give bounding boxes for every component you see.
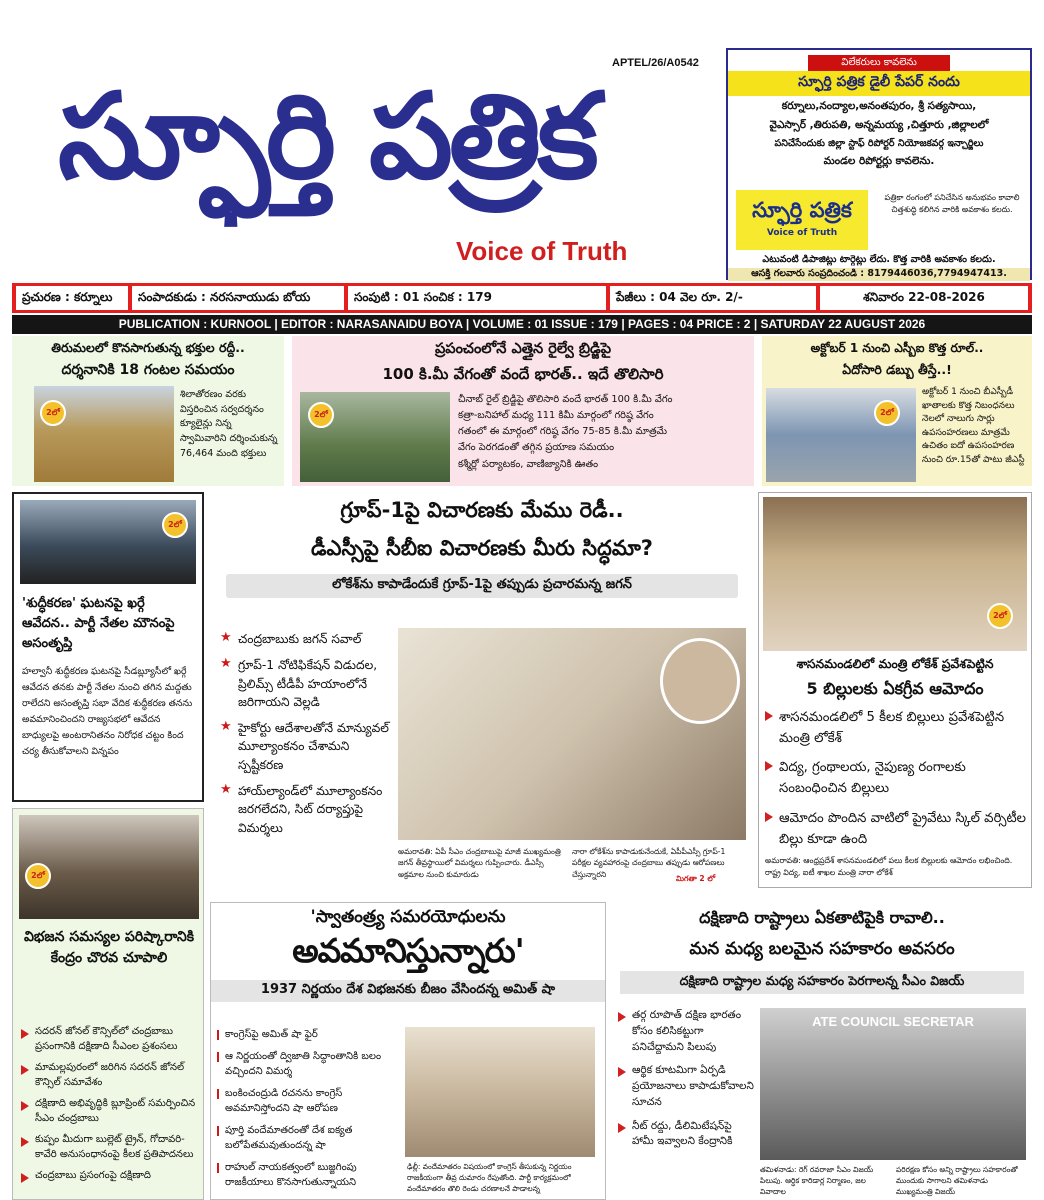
- ad-contact: ఆసక్తి గలవారు సంప్రదించండి : 8179446036,7794947413.: [728, 268, 1030, 281]
- story-headline: 5 బిల్లులకు ఏకగ్రీవ ఆమోదం: [806, 679, 984, 698]
- partition-point: మామల్లపురంలో జరిగిన సదరన్ జోనల్ కౌన్సిల్ సమావేశం: [21, 1061, 201, 1090]
- main-point: ★ హాయ్‌ల్యాండ్‌లో మూల్యాంకనం జరగలేదని, సిట్ దర్యాప్తుపై విమర్శలు: [220, 782, 398, 837]
- amitshah-point: రాహుల్ నాయకత్వంలో బుజ్జగింపు రాజకీయాలు కొనసాగుతున్నాయని: [217, 1160, 405, 1190]
- rail-point: కత్రా-బనిహాల్ మధ్య 111 కిమీ మార్గంలో గరిష్ఠ వేగం: [458, 410, 654, 422]
- rail-point: వేగం పెరగడంతో తగ్గిన ప్రయాణ సమయం: [458, 442, 615, 454]
- photo-caption: తమిళనాడు: రెగ్ రవరాజా సీఎం విజయ్ పిలుపు. ఆర్థిక కారిడార్ల నిర్మాణం, జల వివాదాల: [760, 1165, 874, 1197]
- main-story[interactable]: [212, 492, 752, 894]
- main-points: [220, 630, 398, 837]
- amitshah-point: ఆ నిర్ణయంతో ద్విజాతి సిద్ధాంతానికి బలం వచ్చిందని విమర్శ: [217, 1049, 405, 1079]
- paper-logo-badge: 2లో: [25, 863, 51, 889]
- lokesh-points: [765, 707, 1027, 850]
- paper-logo-badge: 2లో: [162, 512, 188, 538]
- partition-story[interactable]: [12, 808, 204, 1200]
- ad-paragraph: పత్రికా రంగంలో పనిచేసిన అనుభవం కావాలి చిత్తశుద్ధి కలిగిన వారికి అవకాశం కలదు.: [884, 193, 1020, 214]
- partition-points: [21, 1025, 201, 1184]
- english-info-bar: PUBLICATION : KURNOOL | EDITOR : NARASANAIDU BOYA | VOLUME : 01 ISSUE : 179 | PAGES : 04 PRICE : 2 | SATURDAY 22 AUGUST 2026: [12, 315, 1032, 334]
- paper-logo-badge: 2లో: [40, 400, 66, 426]
- editor-name: సంపాదకుడు : నరసనాయుడు బోయ: [132, 286, 344, 310]
- partition-point: కుప్పం మీదుగా బుల్లెట్ ట్రైన్, గోదావరి-కావేరి అనుసంధానంపై కీలక ప్రతిపాదనలు: [21, 1133, 201, 1162]
- photo-caption: అమరావతి: ఏపీ సీఎం చంద్రబాబుపై మాజీ ముఖ్యమంత్రి జగన్ తీవ్రస్థాయిలో విమర్శలు గుప్పించారు. డీఎస్సీ అక్రమాల నుంచి కుమారుడు: [398, 847, 561, 879]
- photo-caption: నారా లోకేశ్‌ను కాపాడుకునేందుకే, ఏపీపీఎస్సీ గ్రూప్-1 పరీక్షల వ్యవహారంపై చంద్రబాబు తప్పుడు ఆరోపణలు చేస్తున్నారని: [572, 847, 726, 879]
- issue-date: శనివారం 22-08-2026: [820, 286, 1028, 310]
- partition-point: సదరన్ జోనల్ కౌన్సిల్‌లో చంద్రబాబు ప్రసంగానికి దక్షిణాది సీఎంల ప్రశంసలు: [21, 1025, 201, 1054]
- story-headline: దక్షిణాది రాష్ట్రాలు ఏకతాటిపైకి రావాలి..: [699, 908, 945, 927]
- rail-point: గతంలో ఈ మార్గంలో గరిష్ఠ వేగం 75-85 కి.మీ మాత్రమే: [458, 426, 667, 438]
- paper-logo-badge: 2లో: [874, 400, 900, 426]
- volume-issue: సంపుటి : 01 సంచిక : 179: [348, 286, 606, 310]
- rail-point: కశ్మీర్లో పర్యాటకం, వాణిజ్యానికి ఊతం: [458, 458, 599, 470]
- main-headline: గ్రూప్-1పై విచారణకు మేము రెడీ..: [340, 498, 624, 522]
- story-headline: శాసనమండలిలో మంత్రి లోకేశ్ ప్రవేశపెట్టిన: [796, 657, 994, 671]
- lokesh-story[interactable]: [758, 492, 1032, 888]
- ad-line: పనిచేసేందుకు జిల్లా స్టాఫ్ రిపోర్టర్ నియోజకవర్గ ఇన్చార్జిలు: [774, 138, 984, 149]
- vijay-photo: [760, 1008, 1026, 1160]
- story-body: హల్వానీ శుద్ధీకరణ ఘటనపై సీడబ్ల్యూసీలో ఖర్గే ఆవేదన తనకు పార్టీ నేతల నుంచి తగిన మద్దతు రాలేదని అసంతృప్తి సభా వేదిక శుద్ధీకరణ తనను అవమానించిందని రాజ్యసభలో ఆవేదన బాధ్యులపై అంటరానితనం నిరోధక చట్టం కింద చర్య తీసుకోవాలని విన్నపం: [22, 666, 193, 757]
- main-subheading: లోకేశ్‌ను కాపాడేందుకే గ్రూప్-1పై తప్పుడు ప్రచారమన్న జగన్: [226, 574, 738, 598]
- story-subheading: దక్షిణాది రాష్ట్రాల మధ్య సహకారం పెరగాలన్న సీఎం విజయ్: [620, 971, 1024, 994]
- south-points: [618, 1008, 754, 1150]
- rail-bridge-story[interactable]: [292, 336, 754, 486]
- south-point: నీట్ రద్దు, డీలిమిటేషన్‌పై హామీ ఇవ్వాలని కేంద్రానికి: [618, 1119, 754, 1151]
- masthead-title: స్ఫూర్తి పత్రిక: [58, 66, 595, 205]
- photo-caption: ఢిల్లీ: వందేమాతరం విషయంలో కాంగ్రెస్ తీసుకున్న నిర్ణయం రాజకీయంగా తీవ్ర దుమారం రేపుతోంది. పార్టీ కార్యక్రమంలో వందేమాతరం తొలి రెండు చరణాలనే పాడాలన్న: [407, 1162, 572, 1194]
- amitshah-story[interactable]: [210, 902, 606, 1200]
- ad-line: మండల రిపోర్టర్లు కావలెను.: [823, 155, 935, 167]
- photo-caption: పరిరక్షణ కోసం అన్ని రాష్ట్రాలు సహకారంతో ముందుకు సాగాలని తమిళనాడు ముఖ్యమంత్రి విజయ్: [896, 1165, 1018, 1197]
- story-headline: తిరుమలలో కొనసాగుతున్న భక్తుల రద్దీ..: [51, 340, 245, 355]
- ad-logo-sub: Voice of Truth: [766, 228, 838, 238]
- story-headline: అక్టోబర్ 1 నుంచి ఎస్బీఐ కొత్త రూల్..: [810, 341, 984, 355]
- story-headline: విభజన సమస్యల పరిష్కారానికి కేంద్రం చొరవ చూపాలి: [23, 929, 195, 966]
- ad-logo-text: స్ఫూర్తి పత్రిక: [752, 198, 852, 222]
- continued-link[interactable]: మిగతా 2 లో: [676, 874, 716, 883]
- reporter-wanted-ad: [726, 48, 1032, 280]
- ad-logo: [736, 190, 868, 250]
- photo-banner-text: ATE COUNCIL SECRETAR: [812, 1014, 974, 1029]
- lokesh-photo: [763, 497, 1027, 651]
- story-body: శిలాతోరణం వరకు విస్తరించిన సర్వదర్శనం క్యూలైన్లు నిన్న స్వామివారిని దర్శించుకున్న 76,464 మంది భక్తులు: [180, 389, 278, 459]
- story-headline: అవమానిస్తున్నారు': [292, 931, 524, 970]
- ad-subheading: స్ఫూర్తి పత్రిక డైలీ పేపర్ నందు: [728, 71, 1030, 96]
- main-point: ★ గ్రూప్-1 నోటిఫికేషన్ విడుదల, ప్రిలిమ్స్ టీడీపీ హయాంలోనే జరిగాయని వెల్లడి: [220, 656, 398, 711]
- story-headline: దర్శనానికి 18 గంటల సమయం: [61, 362, 235, 378]
- story-body: అక్టోబర్ 1 నుంచి బీఎస్బీడీ ఖాతాలకు కొత్త నిబంధనలు నెలలో నాలుగు సార్లు ఉపసంహరణలు మాత్రమే ఉచితం ఐదో ఉపసంహరణ నుంచి రూ.15తో పాటు జీఎస్టీ: [922, 387, 1025, 465]
- south-states-story[interactable]: [612, 902, 1032, 1200]
- story-subheading: 1937 నిర్ణయం దేశ విభజనకు బీజం వేసిందన్న అమిత్ షా: [211, 980, 605, 1002]
- paper-logo-badge: 2లో: [987, 603, 1013, 629]
- amitshah-point: బంకించంద్రుడి రచనను కాంగ్రెస్ అవమానిస్తోందని షా ఆరోపణ: [217, 1086, 405, 1116]
- story-headline: 'శుద్ధీకరణ' ఘటనపై ఖర్గే ఆవేదన.. పార్టీ నేతల మౌనంపై అసంతృప్తి: [22, 596, 175, 652]
- story-headline: ఏదోసారి డబ్బు తీస్తే..!: [842, 362, 952, 377]
- registration-number: APTEL/26/A0542: [612, 57, 699, 69]
- rail-point: చీనాబ్ రైల్ బ్రిడ్జిపై తొలిసారి వందే భారత్ 100 కి.మీ వేగం: [458, 394, 673, 405]
- amitshah-photo: [405, 1027, 595, 1157]
- amitshah-point: పూర్తి వందేమాతరంతో దేశ ఐక్యత బలోపేతమవుతుందన్న షా: [217, 1123, 405, 1153]
- main-headline: డీఎస్సీపై సీబీఐ విచారణకు మీరు సిద్ధమా?: [311, 536, 653, 560]
- lokesh-point: విద్య, గ్రంథాలయ, నైపుణ్య రంగాలకు సంబంధించిన బిల్లులు: [765, 757, 1027, 799]
- main-point: ★ చంద్రబాబుకు జగన్ సవాల్: [220, 630, 398, 648]
- sbi-story[interactable]: [762, 336, 1032, 486]
- tagline: Voice of Truth: [456, 236, 628, 266]
- south-point: ఆర్థిక కూటమిగా ఏర్పడి ప్రయోజనాలు కాపాడుకోవాలని సూచన: [618, 1063, 754, 1110]
- amitshah-point: కాంగ్రెస్‌పై అమిత్ షా ఫైర్: [217, 1027, 405, 1042]
- rail-points: [458, 392, 750, 473]
- photo-caption: అమరావతి: ఆంధ్రప్రదేశ్ శాసనమండలిలో పలు కీలక బిల్లులకు ఆమోదం లభించింది. రాష్ట్ర విద్య, ఐటీ శాఖల మంత్రి నారా లోకేశ్: [765, 856, 1013, 877]
- paper-logo-badge: 2లో: [308, 402, 334, 428]
- amitshah-points: [217, 1027, 405, 1190]
- tirumala-story[interactable]: [12, 336, 284, 486]
- south-point: తర్గ రూపొత్ దక్షిణ భారతం కోసం కలిసికట్టుగా పనిచేద్దామని పిలుపు: [618, 1008, 754, 1055]
- ad-footer: ఎటువంటి డిపాజిట్లు టార్గెట్లు లేదు. కొత్త వారికి అవకాశం కలదు.: [762, 254, 996, 265]
- main-point: ★ హైకోర్టు ఆదేశాలతోనే మాన్యువల్ మూల్యాంకనం చేశామని స్పష్టీకరణ: [220, 719, 398, 774]
- story-headline: మన మధ్య బలమైన సహకారం అవసరం: [689, 939, 955, 959]
- info-bar: [12, 283, 1032, 313]
- story-headline: 100 కి.మీ వేగంతో వందే భారత్.. ఇదే తొలిసారి: [382, 365, 664, 383]
- ad-line: కర్నూలు,నంద్యాల,అనంతపురం, శ్రీ సత్యసాయి,: [781, 100, 977, 112]
- story-headline: ప్రపంచంలోనే ఎత్తైన రైల్వే బ్రిడ్జిపై: [434, 341, 612, 357]
- kharge-story[interactable]: [12, 492, 204, 802]
- partition-point: దక్షిణాది అభివృద్ధికి బ్లూప్రింట్ సమర్పించిన సీఎం చంద్రబాబు: [21, 1097, 201, 1126]
- chandrababu-inset-photo: [660, 638, 740, 724]
- story-headline: 'స్వాతంత్ర్య సమరయోధులను: [310, 907, 506, 927]
- publication-place: ప్రచురణ : కర్నూలు: [16, 286, 128, 310]
- ad-heading: విలేకరులు కావలెను: [808, 55, 950, 71]
- ad-line: వైఎస్సార్ ,తిరుపతి, అన్నమయ్య ,చిత్తూరు ,జిల్లాలలో: [769, 119, 989, 131]
- lokesh-point: ఆమోదం పొందిన వాటిలో ప్రైవేటు స్కిల్ వర్సిటీల బిల్లు కూడా ఉంది: [765, 808, 1027, 850]
- lokesh-point: శాసనమండలిలో 5 కీలక బిల్లులు ప్రవేశపెట్టిన మంత్రి లోకేశ్: [765, 707, 1027, 749]
- pages-price: పేజీలు : 04 వెల రూ. 2/-: [610, 286, 816, 310]
- partition-point: చంద్రబాబు ప్రసంగంపై దక్షిణాది: [21, 1169, 201, 1184]
